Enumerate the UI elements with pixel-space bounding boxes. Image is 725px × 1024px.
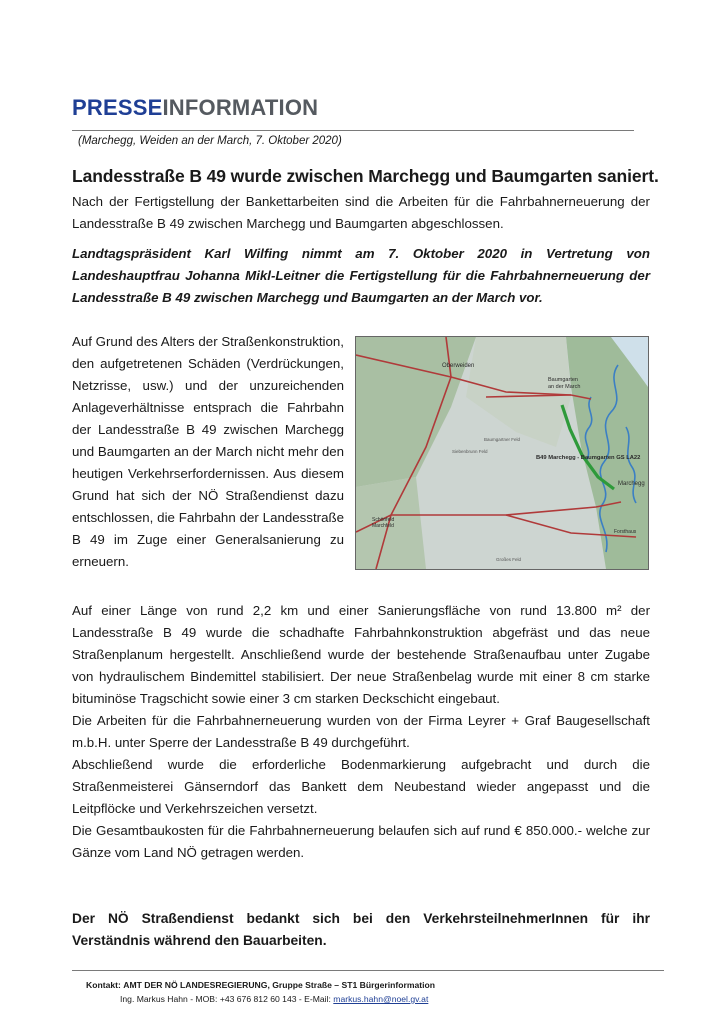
map-label-baumgarten: Baumgarten an der March bbox=[548, 377, 581, 390]
closing-thanks: Der NÖ Straßendienst bedankt sich bei den VerkehrsteilnehmerInnen für ihr Verständnis während den Bauarbeiten. bbox=[72, 911, 650, 948]
contact-email-link[interactable]: markus.hahn@noel.gv.at bbox=[333, 994, 429, 1004]
title-part-information: INFORMATION bbox=[162, 95, 319, 120]
dateline: (Marchegg, Weiden an der March, 7. Oktober 2020) bbox=[78, 135, 342, 147]
map-label-route: B49 Marchegg - Baumgarten GS LA22 bbox=[536, 455, 641, 461]
map-label-forsthaus: Forsthaus bbox=[614, 529, 637, 535]
footer-divider bbox=[72, 970, 664, 971]
lead-paragraph: Landtagspräsident Karl Wilfing nimmt am 7. Oktober 2020 in Vertretung von Landeshauptfrau Johanna Mikl-Leitner die Fertigstellung für die Fahrbahnerneuerung der Landesstraße B 49 zwischen Marchegg und Baumgarten an der March vor. bbox=[72, 246, 650, 305]
contact-label: Kontakt: bbox=[86, 980, 121, 990]
paragraph-construction: Auf einer Länge von rund 2,2 km und einer Sanierungsfläche von rund 13.800 m² der Landesstraße B 49 wurde die schadhafte Fahrbahnkonstruktion abgefräst und das neue Straßenplanum hergestellt. Anschließend wurde der bestehende Straßenaufbau unter Zugabe von hydraulischem Bindemittel stabilisiert. Der neue Straßenbelag wurde mit einer 8 cm starke bituminöse Tragschicht sowie einer 3 cm starken Deckschicht eingebaut. bbox=[72, 603, 650, 706]
footer-contact bbox=[86, 978, 435, 1006]
title-part-presse: PRESSE bbox=[72, 95, 163, 120]
press-release-title bbox=[72, 95, 318, 121]
intro-paragraph: Nach der Fertigstellung der Bankettarbeiten sind die Arbeiten für die Fahrbahnerneuerung der Landesstraße B 49 zwischen Marchegg und Baumgarten abgeschlossen. bbox=[72, 194, 650, 231]
article-body bbox=[72, 600, 650, 864]
map-label-schoenfeld: Schönfeld Marchfeld bbox=[372, 517, 395, 529]
paragraph-road-condition: Auf Grund des Alters der Straßenkonstruktion, den aufgetretenen Schäden (Verdrückungen, Netzrisse, usw.) und der unzureichenden Anlageverhältnisse entsprach die Fahrbahn der Landesstraße B 49 zwischen Marchegg und Baumgarten an der March nicht mehr den heutigen Verkehrserfordernissen. Aus diesem Grund hat sich der NÖ Straßendienst dazu entschlossen, die Fahrbahn der Landesstraße B 49 im Zuge einer Generalsanierung zu erneuern. bbox=[72, 334, 345, 569]
paragraph-costs: Die Gesamtbaukosten für die Fahrbahnerneuerung belaufen sich auf rund € 850.000.- welche zur Gänze vom Land NÖ getragen werden. bbox=[72, 823, 650, 860]
header-divider bbox=[72, 130, 634, 131]
map-label-grosses-feld: Großes Feld bbox=[496, 557, 522, 562]
map-label-baumgartner-feld: Baumgartner Feld bbox=[484, 437, 521, 442]
location-map bbox=[355, 336, 649, 570]
contact-organisation: AMT DER NÖ LANDESREGIERUNG, Gruppe Straße – ST1 Bürgerinformation bbox=[123, 980, 436, 990]
map-label-oberweiden: Oberweiden bbox=[442, 363, 475, 369]
contact-person: Ing. Markus Hahn - MOB: +43 676 812 60 143 - E-Mail: bbox=[120, 994, 331, 1004]
headline: Landesstraße B 49 wurde zwischen Marchegg und Baumgarten saniert. bbox=[72, 166, 659, 186]
map-label-siebenbrunn-feld: Siebenbrunn Feld bbox=[452, 449, 488, 454]
map-label-marchegg: Marchegg bbox=[618, 481, 645, 487]
map-graphic bbox=[356, 337, 648, 569]
paragraph-finishing: Abschließend wurde die erforderliche Bodenmarkierung aufgebracht und durch die Straßenmeisterei Gänserndorf das Bankett dem Neubestand wieder angepasst und die Leitpflöcke und Verkehrszeichen versetzt. bbox=[72, 757, 650, 816]
paragraph-contractor: Die Arbeiten für die Fahrbahnerneuerung wurden von der Firma Leyrer + Graf Baugesellschaft m.b.H. unter Sperre der Landesstraße B 49 durchgeführt. bbox=[72, 713, 650, 750]
